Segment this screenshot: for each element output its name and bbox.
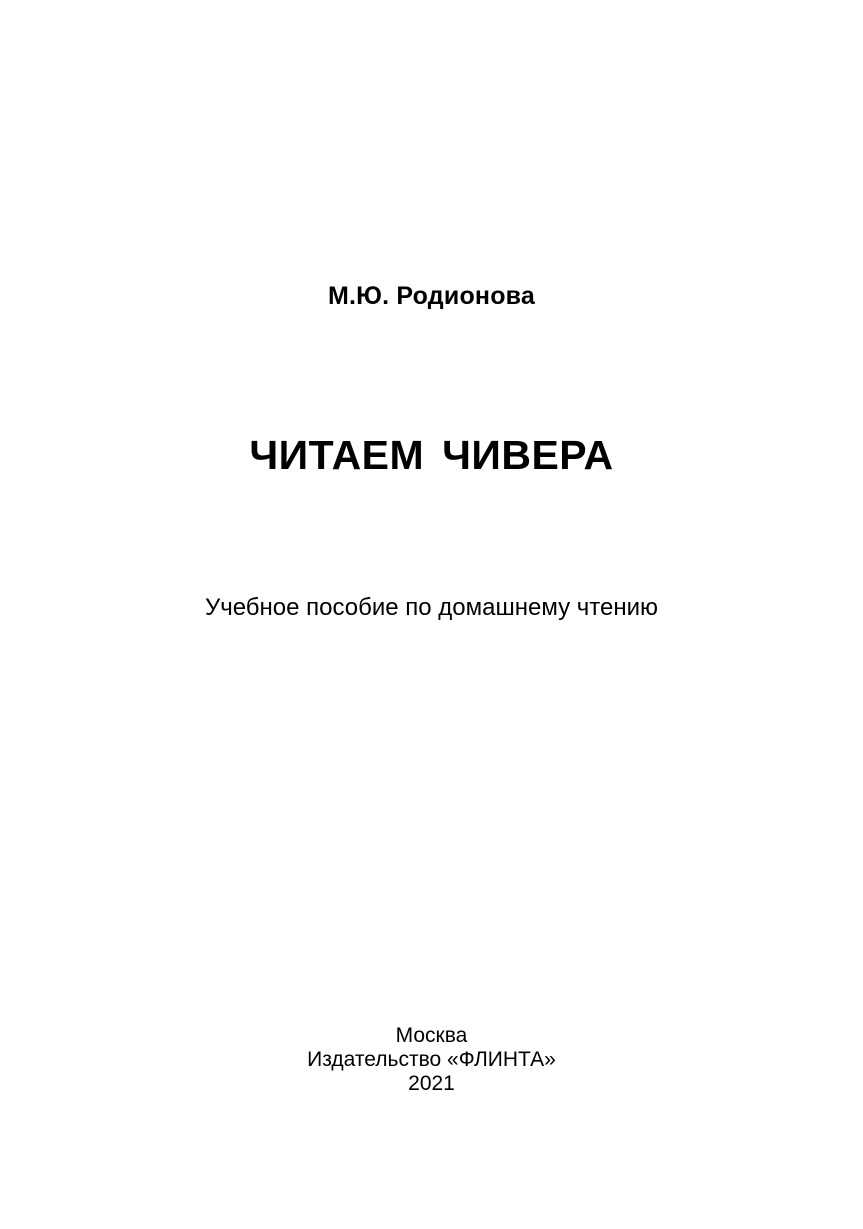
book-subtitle: Учебное пособие по домашнему чтению bbox=[204, 594, 659, 621]
book-title: ЧИТАЕМ ЧИВЕРА bbox=[249, 432, 614, 478]
imprint-block bbox=[0, 1024, 863, 1096]
imprint-publisher: Издательство «ФЛИНТА» bbox=[307, 1048, 556, 1071]
imprint-year: 2021 bbox=[408, 1072, 455, 1095]
author-name: М.Ю. Родионова bbox=[327, 282, 536, 310]
imprint-city: Москва bbox=[395, 1024, 468, 1047]
